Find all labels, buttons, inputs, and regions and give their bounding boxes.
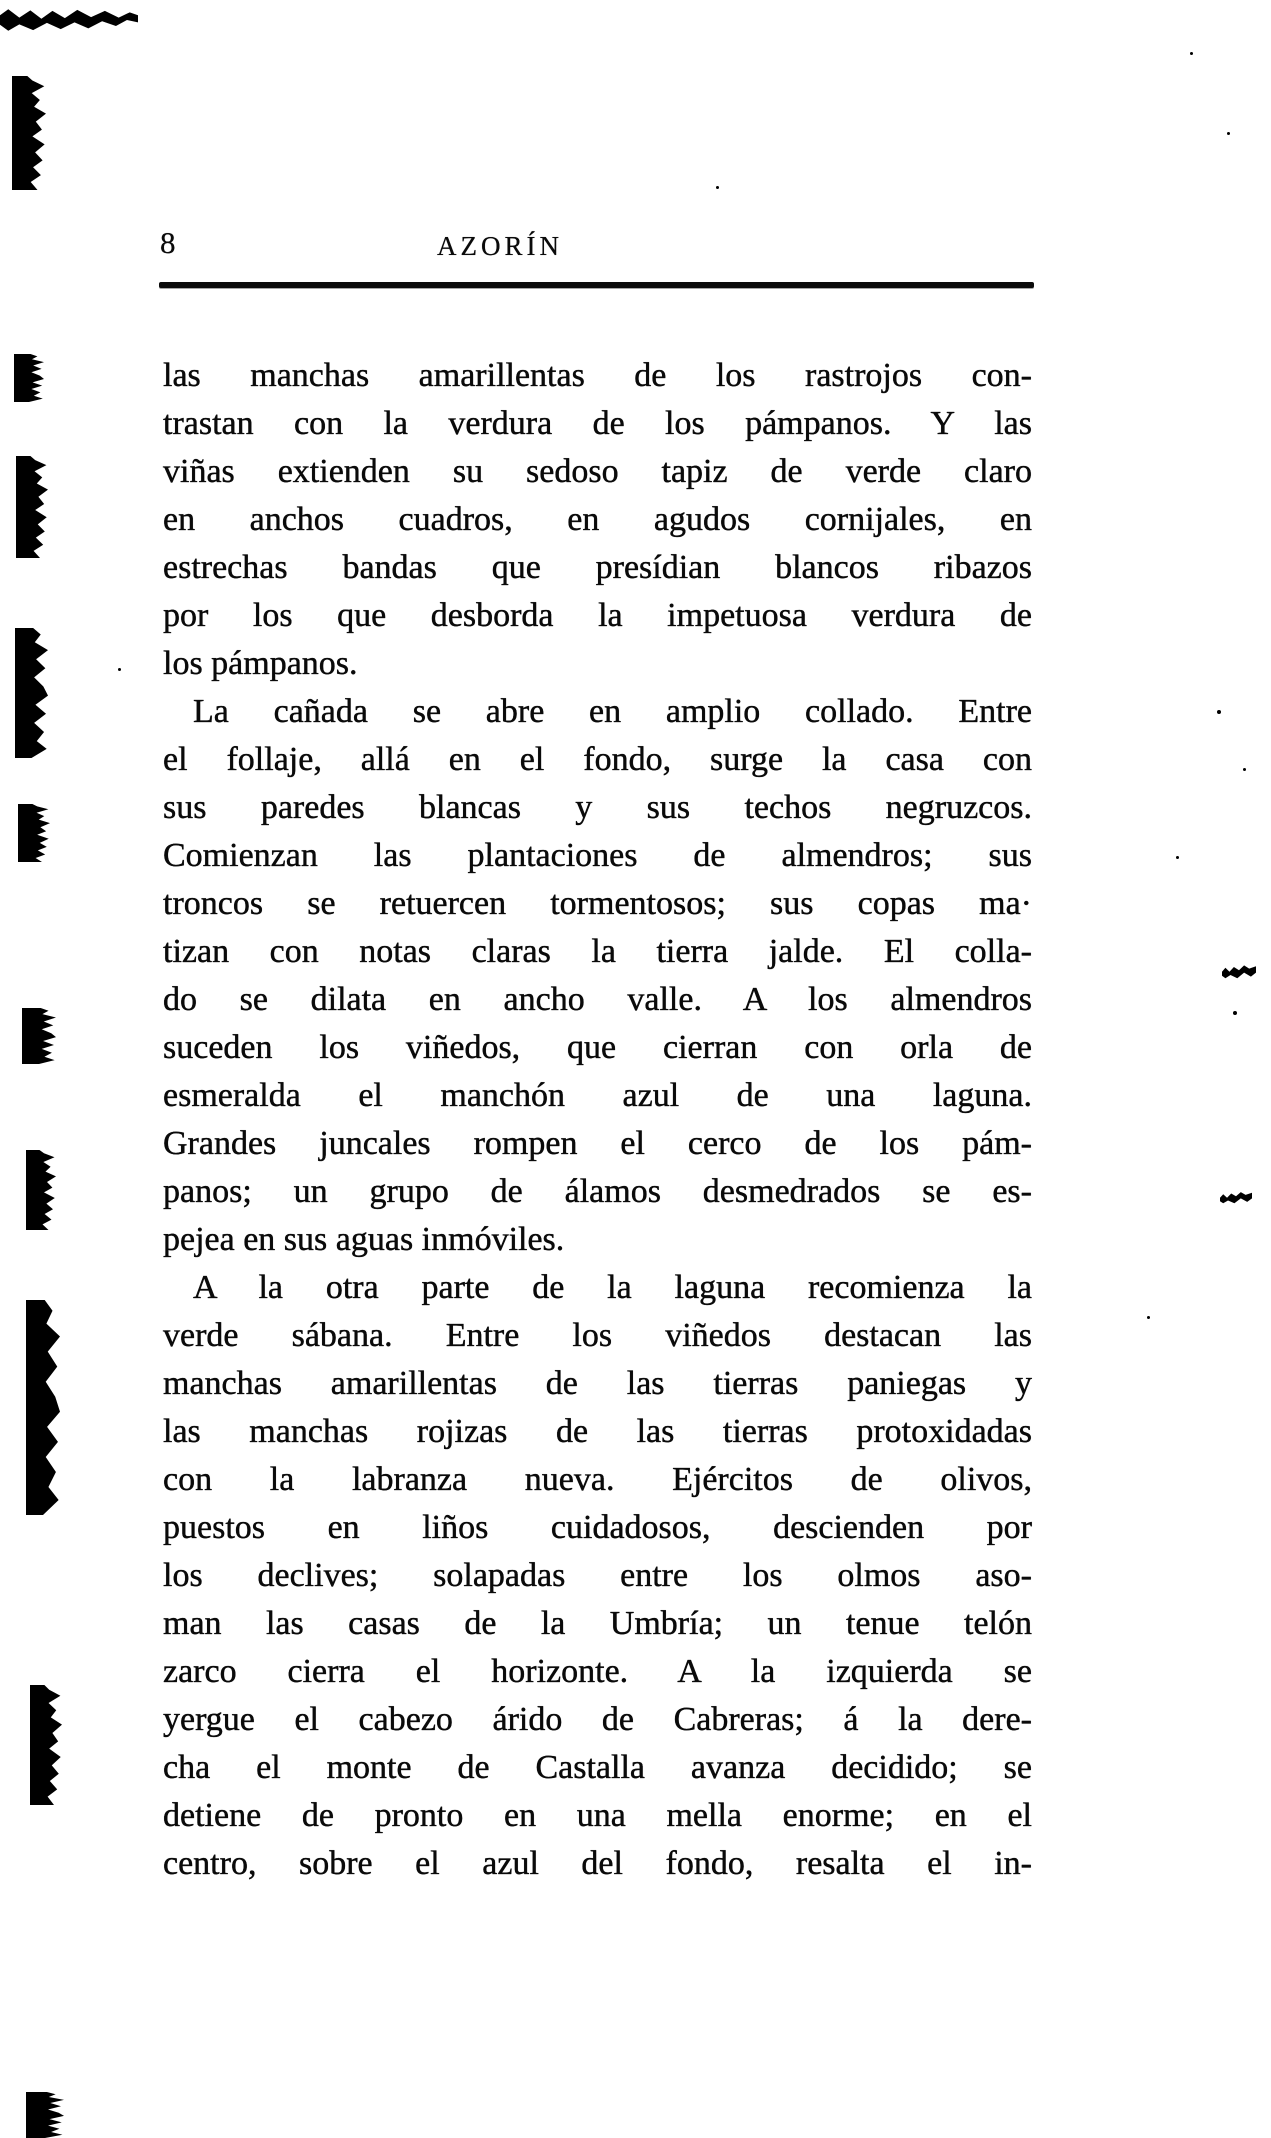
running-title: AZORÍN xyxy=(437,231,563,261)
ink-speck xyxy=(1147,1316,1150,1319)
ink-speck xyxy=(1176,856,1179,859)
text-line: manchas amarillentas de las tierras paniegas y xyxy=(163,1365,1032,1402)
ink-smudge xyxy=(26,2092,64,2138)
text-line: con la labranza nueva. Ejércitos de olivos, xyxy=(163,1461,1032,1498)
ink-speck xyxy=(1217,710,1221,714)
ink-speck xyxy=(716,186,719,189)
paragraph xyxy=(163,1264,1032,1888)
text-line: centro, sobre el azul del fondo, resalta el in- xyxy=(163,1845,1032,1882)
ink-smudge xyxy=(26,1300,60,1515)
text-line: Grandes juncales rompen el cerco de los pám- xyxy=(163,1125,1032,1162)
text-line: verde sábana. Entre los viñedos destacan las xyxy=(163,1317,1032,1354)
page-number: 8 xyxy=(160,225,176,260)
ink-speck xyxy=(1190,52,1193,55)
ink-smudge xyxy=(26,1150,56,1230)
ink-smudge xyxy=(0,8,138,32)
text-line: el follaje, allá en el fondo, surge la casa con xyxy=(163,741,1032,778)
ink-smudge xyxy=(1220,1190,1252,1204)
text-line: A la otra parte de la laguna recomienza la xyxy=(193,1269,1032,1306)
ink-smudge xyxy=(1222,963,1256,979)
text-line: yergue el cabezo árido de Cabreras; á la dere- xyxy=(163,1701,1032,1738)
ink-smudge xyxy=(18,804,50,862)
ink-speck xyxy=(1243,768,1246,771)
text-line: panos; un grupo de álamos desmedrados se es- xyxy=(163,1173,1032,1210)
paragraph xyxy=(163,352,1032,688)
ink-smudge xyxy=(16,456,48,558)
text-line: troncos se retuercen tormentosos; sus copas ma· xyxy=(163,885,1032,922)
text-line: las manchas amarillentas de los rastrojos con- xyxy=(163,357,1032,394)
text-line: cha el monte de Castalla avanza decidido; se xyxy=(163,1749,1032,1786)
ink-smudge xyxy=(30,1685,62,1805)
text-line: tizan con notas claras la tierra jalde. El colla- xyxy=(163,933,1032,970)
text-line: zarco cierra el horizonte. A la izquierda se xyxy=(163,1653,1032,1690)
text-line: los pámpanos. xyxy=(163,645,358,682)
header-rule xyxy=(159,282,1034,288)
text-line: do se dilata en ancho valle. A los almendros xyxy=(163,981,1032,1018)
text-line: suceden los viñedos, que cierran con orla de xyxy=(163,1029,1032,1066)
ink-speck xyxy=(1227,132,1230,135)
paragraph xyxy=(163,688,1032,1264)
text-line: pejea en sus aguas inmóviles. xyxy=(163,1221,565,1258)
text-line: estrechas bandas que presídian blancos ribazos xyxy=(163,549,1032,586)
text-line: Comienzan las plantaciones de almendros; sus xyxy=(163,837,1032,874)
text-line: por los que desborda la impetuosa verdura de xyxy=(163,597,1032,634)
text-line: viñas extienden su sedoso tapiz de verde claro xyxy=(163,453,1032,490)
text-line: sus paredes blancas y sus techos negruzcos. xyxy=(163,789,1032,826)
ink-smudge xyxy=(14,354,44,402)
text-line: trastan con la verdura de los pámpanos. Y las xyxy=(163,405,1032,442)
text-line: esmeralda el manchón azul de una laguna. xyxy=(163,1077,1032,1114)
ink-speck xyxy=(1233,1011,1237,1015)
text-line: en anchos cuadros, en agudos cornijales, en xyxy=(163,501,1032,538)
ink-speck xyxy=(118,668,121,671)
text-line: man las casas de la Umbría; un tenue telón xyxy=(163,1605,1032,1642)
ink-smudge xyxy=(22,1008,56,1064)
ink-smudge xyxy=(12,76,46,190)
ink-smudge xyxy=(15,628,48,758)
text-line: los declives; solapadas entre los olmos aso- xyxy=(163,1557,1032,1594)
text-line: detiene de pronto en una mella enorme; en el xyxy=(163,1797,1032,1834)
body-text xyxy=(163,352,1032,1888)
text-line: las manchas rojizas de las tierras protoxidadas xyxy=(163,1413,1032,1450)
text-line: puestos en liños cuidadosos, descienden por xyxy=(163,1509,1032,1546)
text-line: La cañada se abre en amplio collado. Entre xyxy=(193,693,1032,730)
